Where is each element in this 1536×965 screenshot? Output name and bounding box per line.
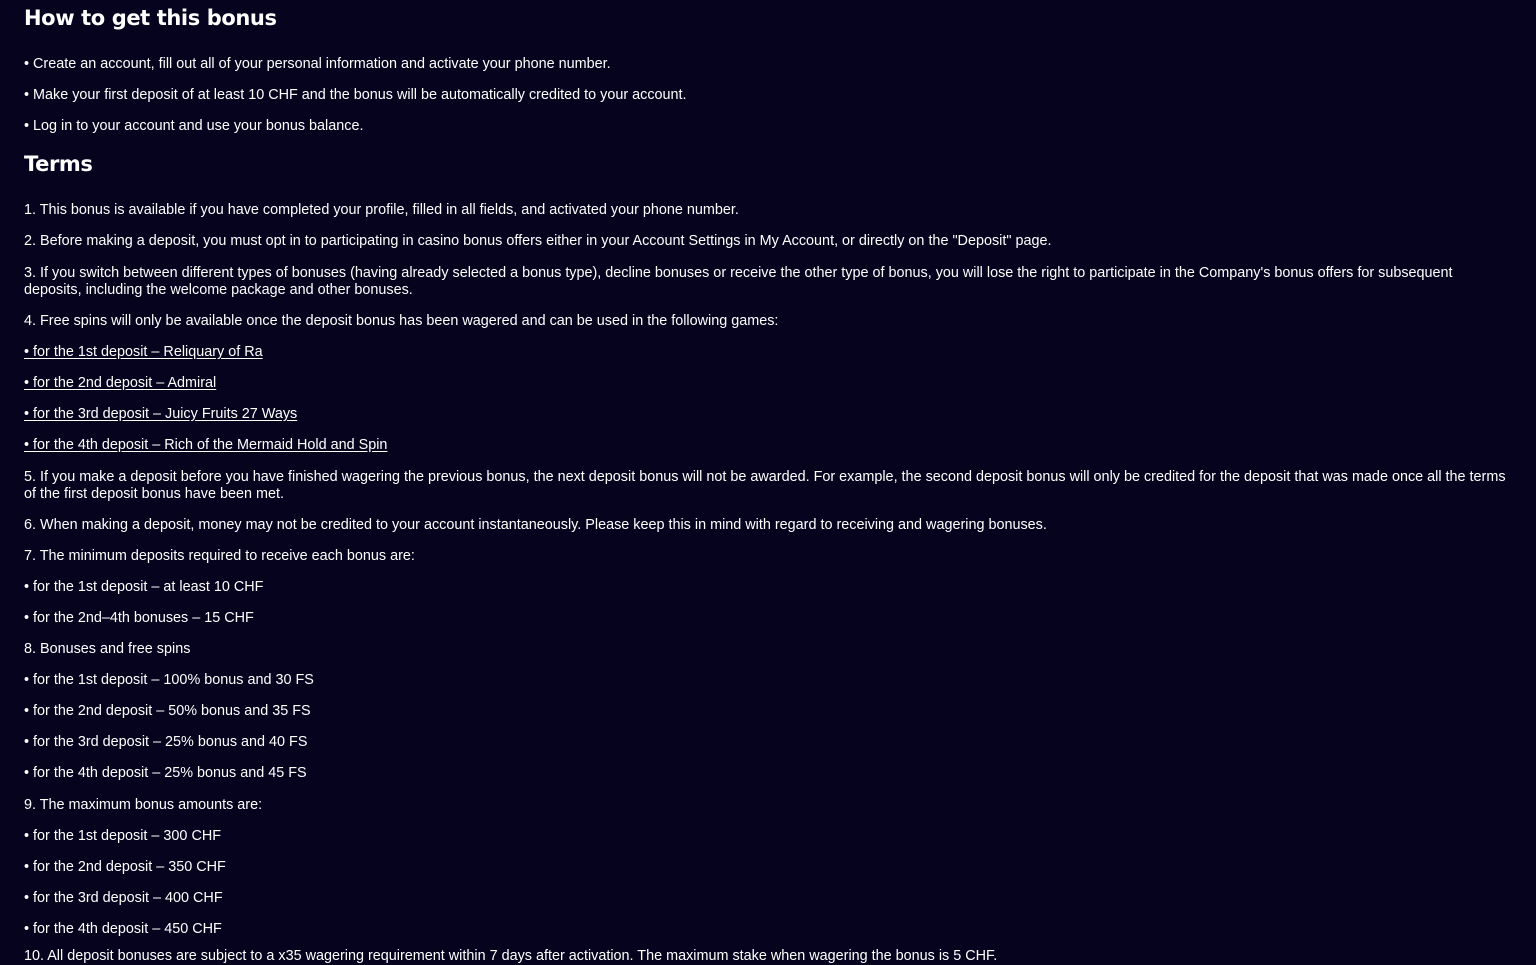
term-item-6: 6. When making a deposit, money may not be credited to your account instantaneously. Please keep this in mind with regard to receiving and wagering bonuses.: [24, 517, 1047, 533]
bonus-spins-1st: • for the 1st deposit – 100% bonus and 30 FS: [24, 672, 314, 688]
min-deposit-2nd-4th: • for the 2nd–4th bonuses – 15 CHF: [24, 610, 254, 626]
term-item-7: 7. The minimum deposits required to receive each bonus are:: [24, 548, 415, 564]
term-item-10: 10. All deposit bonuses are subject to a x35 wagering requirement within 7 days after activation. The maximum stake when wagering the bonus is 5 CHF.: [24, 948, 998, 964]
max-bonus-2nd: • for the 2nd deposit – 350 CHF: [24, 859, 226, 875]
min-deposit-1st: • for the 1st deposit – at least 10 CHF: [24, 579, 264, 595]
term-item-8: 8. Bonuses and free spins: [24, 641, 191, 657]
bonus-spins-3rd: • for the 3rd deposit – 25% bonus and 40 FS: [24, 734, 308, 750]
bonus-spins-4th: • for the 4th deposit – 25% bonus and 45 FS: [24, 765, 307, 781]
term-item-1: 1. This bonus is available if you have completed your profile, filled in all fields, and activated your phone number.: [24, 202, 739, 218]
term-item-2: 2. Before making a deposit, you must opt in to participating in casino bonus offers either in your Account Settings in My Account, or directly on the "Deposit" page.: [24, 233, 1052, 249]
bonus-spins-2nd: • for the 2nd deposit – 50% bonus and 35 FS: [24, 703, 311, 719]
game-link-2nd-deposit[interactable]: • for the 2nd deposit – Admiral: [24, 375, 217, 391]
game-link-4th-deposit[interactable]: • for the 4th deposit – Rich of the Mermaid Hold and Spin: [24, 437, 388, 453]
terms-heading: Terms: [24, 152, 93, 176]
term-item-9: 9. The maximum bonus amounts are:: [24, 797, 263, 813]
step-log-in: • Log in to your account and use your bonus balance.: [24, 118, 364, 134]
how-to-get-bonus-heading: How to get this bonus: [24, 6, 277, 30]
term-item-3: 3. If you switch between different types of bonuses (having already selected a bonus type), decline bonuses or receive the other type of bonus, you will lose the right to participate in the Company's bonus offers for subsequent deposits, including the welcome package and other bonuses.: [24, 265, 1453, 298]
term-item-5: 5. If you make a deposit before you have finished wagering the previous bonus, the next deposit bonus will not be awarded. For example, the second deposit bonus will only be credited for the deposit that was made once all the terms of the first deposit bonus have been met.: [24, 469, 1506, 502]
max-bonus-3rd: • for the 3rd deposit – 400 CHF: [24, 890, 223, 906]
max-bonus-1st: • for the 1st deposit – 300 CHF: [24, 828, 222, 844]
step-first-deposit: • Make your first deposit of at least 10 CHF and the bonus will be automatically credited to your account.: [24, 87, 687, 103]
game-link-1st-deposit[interactable]: • for the 1st deposit – Reliquary of Ra: [24, 344, 263, 360]
term-item-4: 4. Free spins will only be available once the deposit bonus has been wagered and can be used in the following games:: [24, 313, 779, 329]
game-link-3rd-deposit[interactable]: • for the 3rd deposit – Juicy Fruits 27 Ways: [24, 406, 298, 422]
max-bonus-4th: • for the 4th deposit – 450 CHF: [24, 921, 222, 937]
step-create-account: • Create an account, fill out all of your personal information and activate your phone number.: [24, 56, 611, 72]
